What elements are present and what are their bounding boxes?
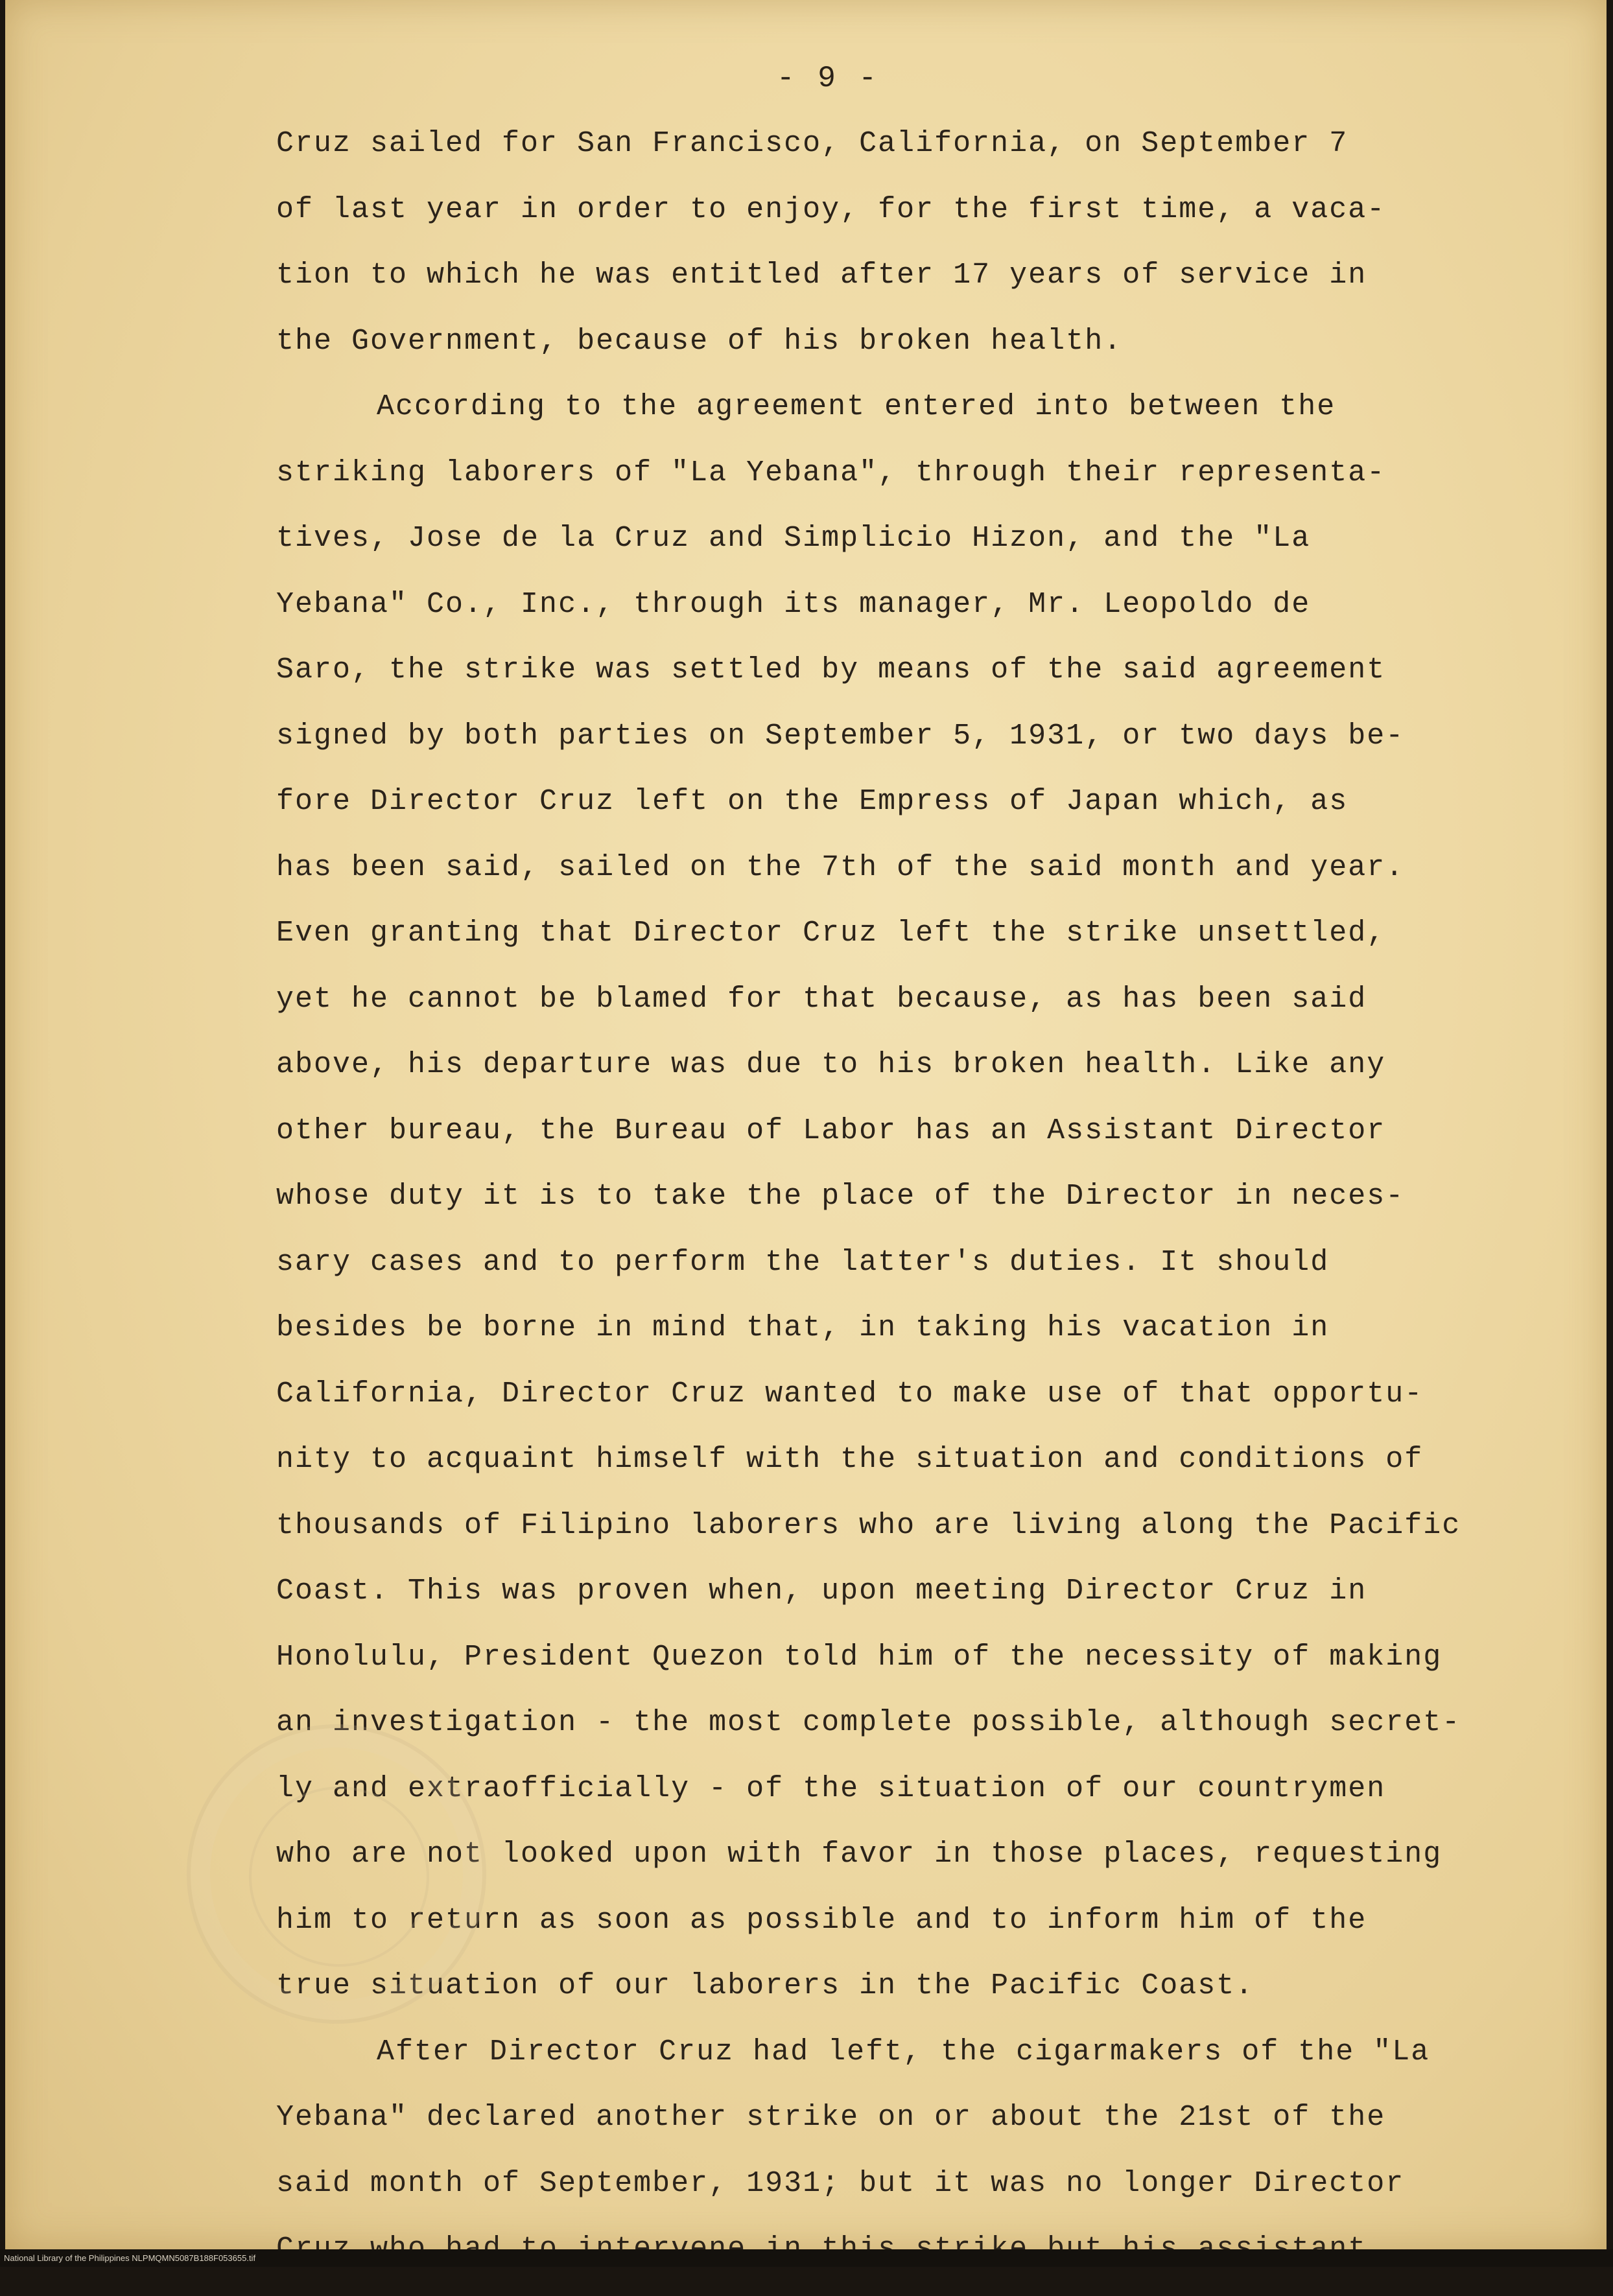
embossed-seal — [187, 1724, 486, 2024]
text-line: Honolulu, President Quezon told him of the necessity of making — [276, 1640, 1442, 1674]
text-line: who are not looked upon with favor in those places, requesting — [276, 1838, 1442, 1871]
text-line: Yebana" Co., Inc., through its manager, Mr. Leopoldo de — [276, 587, 1311, 621]
page-number: - 9 - — [777, 62, 880, 95]
text-line: besides be borne in mind that, in taking his vacation in — [276, 1311, 1330, 1344]
text-line: striking laborers of "La Yebana", through their representa- — [276, 456, 1386, 489]
archive-footer-text: National Library of the Philippines NLPMQMN5087B188F053655.tif — [4, 2253, 256, 2263]
text-line: signed by both parties on September 5, 1931, or two days be- — [276, 719, 1405, 753]
text-line: Coast. This was proven when, upon meeting Director Cruz in — [276, 1575, 1367, 1608]
text-line: true situation of our laborers in the Pacific Coast. — [276, 1969, 1254, 2002]
text-line: tion to which he was entitled after 17 years of service in — [276, 259, 1367, 292]
text-line: the Government, because of his broken health. — [276, 324, 1123, 358]
text-line: Yebana" declared another strike on or about the 21st of the — [276, 2101, 1386, 2134]
text-line: other bureau, the Bureau of Labor has an Assistant Director — [276, 1114, 1386, 1147]
text-line: Cruz sailed for San Francisco, California, on September 7 — [276, 127, 1348, 160]
text-line: has been said, sailed on the 7th of the said month and year. — [276, 850, 1405, 884]
seal-inner-ring — [249, 1786, 429, 1967]
archive-footer — [0, 2249, 1613, 2267]
text-line: said month of September, 1931; but it was no longer Director — [276, 2166, 1405, 2200]
text-line: above, his departure was due to his broken health. Like any — [276, 1048, 1386, 1081]
text-line: an investigation - the most complete possible, although secret- — [276, 1706, 1461, 1739]
document-page — [5, 0, 1607, 2249]
text-line: fore Director Cruz left on the Empress of Japan which, as — [276, 785, 1348, 818]
text-line: Even granting that Director Cruz left the strike unsettled, — [276, 917, 1386, 950]
text-line: According to the agreement entered into between the — [377, 390, 1336, 423]
text-line: California, Director Cruz wanted to make use of that opportu- — [276, 1377, 1424, 1411]
text-line: sary cases and to perform the latter's duties. It should — [276, 1245, 1330, 1279]
text-line: ly and extraofficially - of the situation of our countrymen — [276, 1772, 1386, 1805]
body-text — [276, 124, 1560, 2296]
text-line: Saro, the strike was settled by means of the said agreement — [276, 653, 1386, 686]
text-line: whose duty it is to take the place of the Director in neces- — [276, 1180, 1405, 1213]
text-line: tives, Jose de la Cruz and Simplicio Hizon, and the "La — [276, 522, 1311, 555]
text-line: After Director Cruz had left, the cigarmakers of the "La — [377, 2035, 1430, 2068]
text-line: yet he cannot be blamed for that because, as has been said — [276, 982, 1367, 1016]
text-line: thousands of Filipino laborers who are living along the Pacific — [276, 1508, 1461, 1542]
text-line: nity to acquaint himself with the situation and conditions of — [276, 1443, 1424, 1476]
text-line: of last year in order to enjoy, for the first time, a vaca- — [276, 193, 1386, 226]
text-line: him to return as soon as possible and to inform him of the — [276, 1903, 1367, 1937]
